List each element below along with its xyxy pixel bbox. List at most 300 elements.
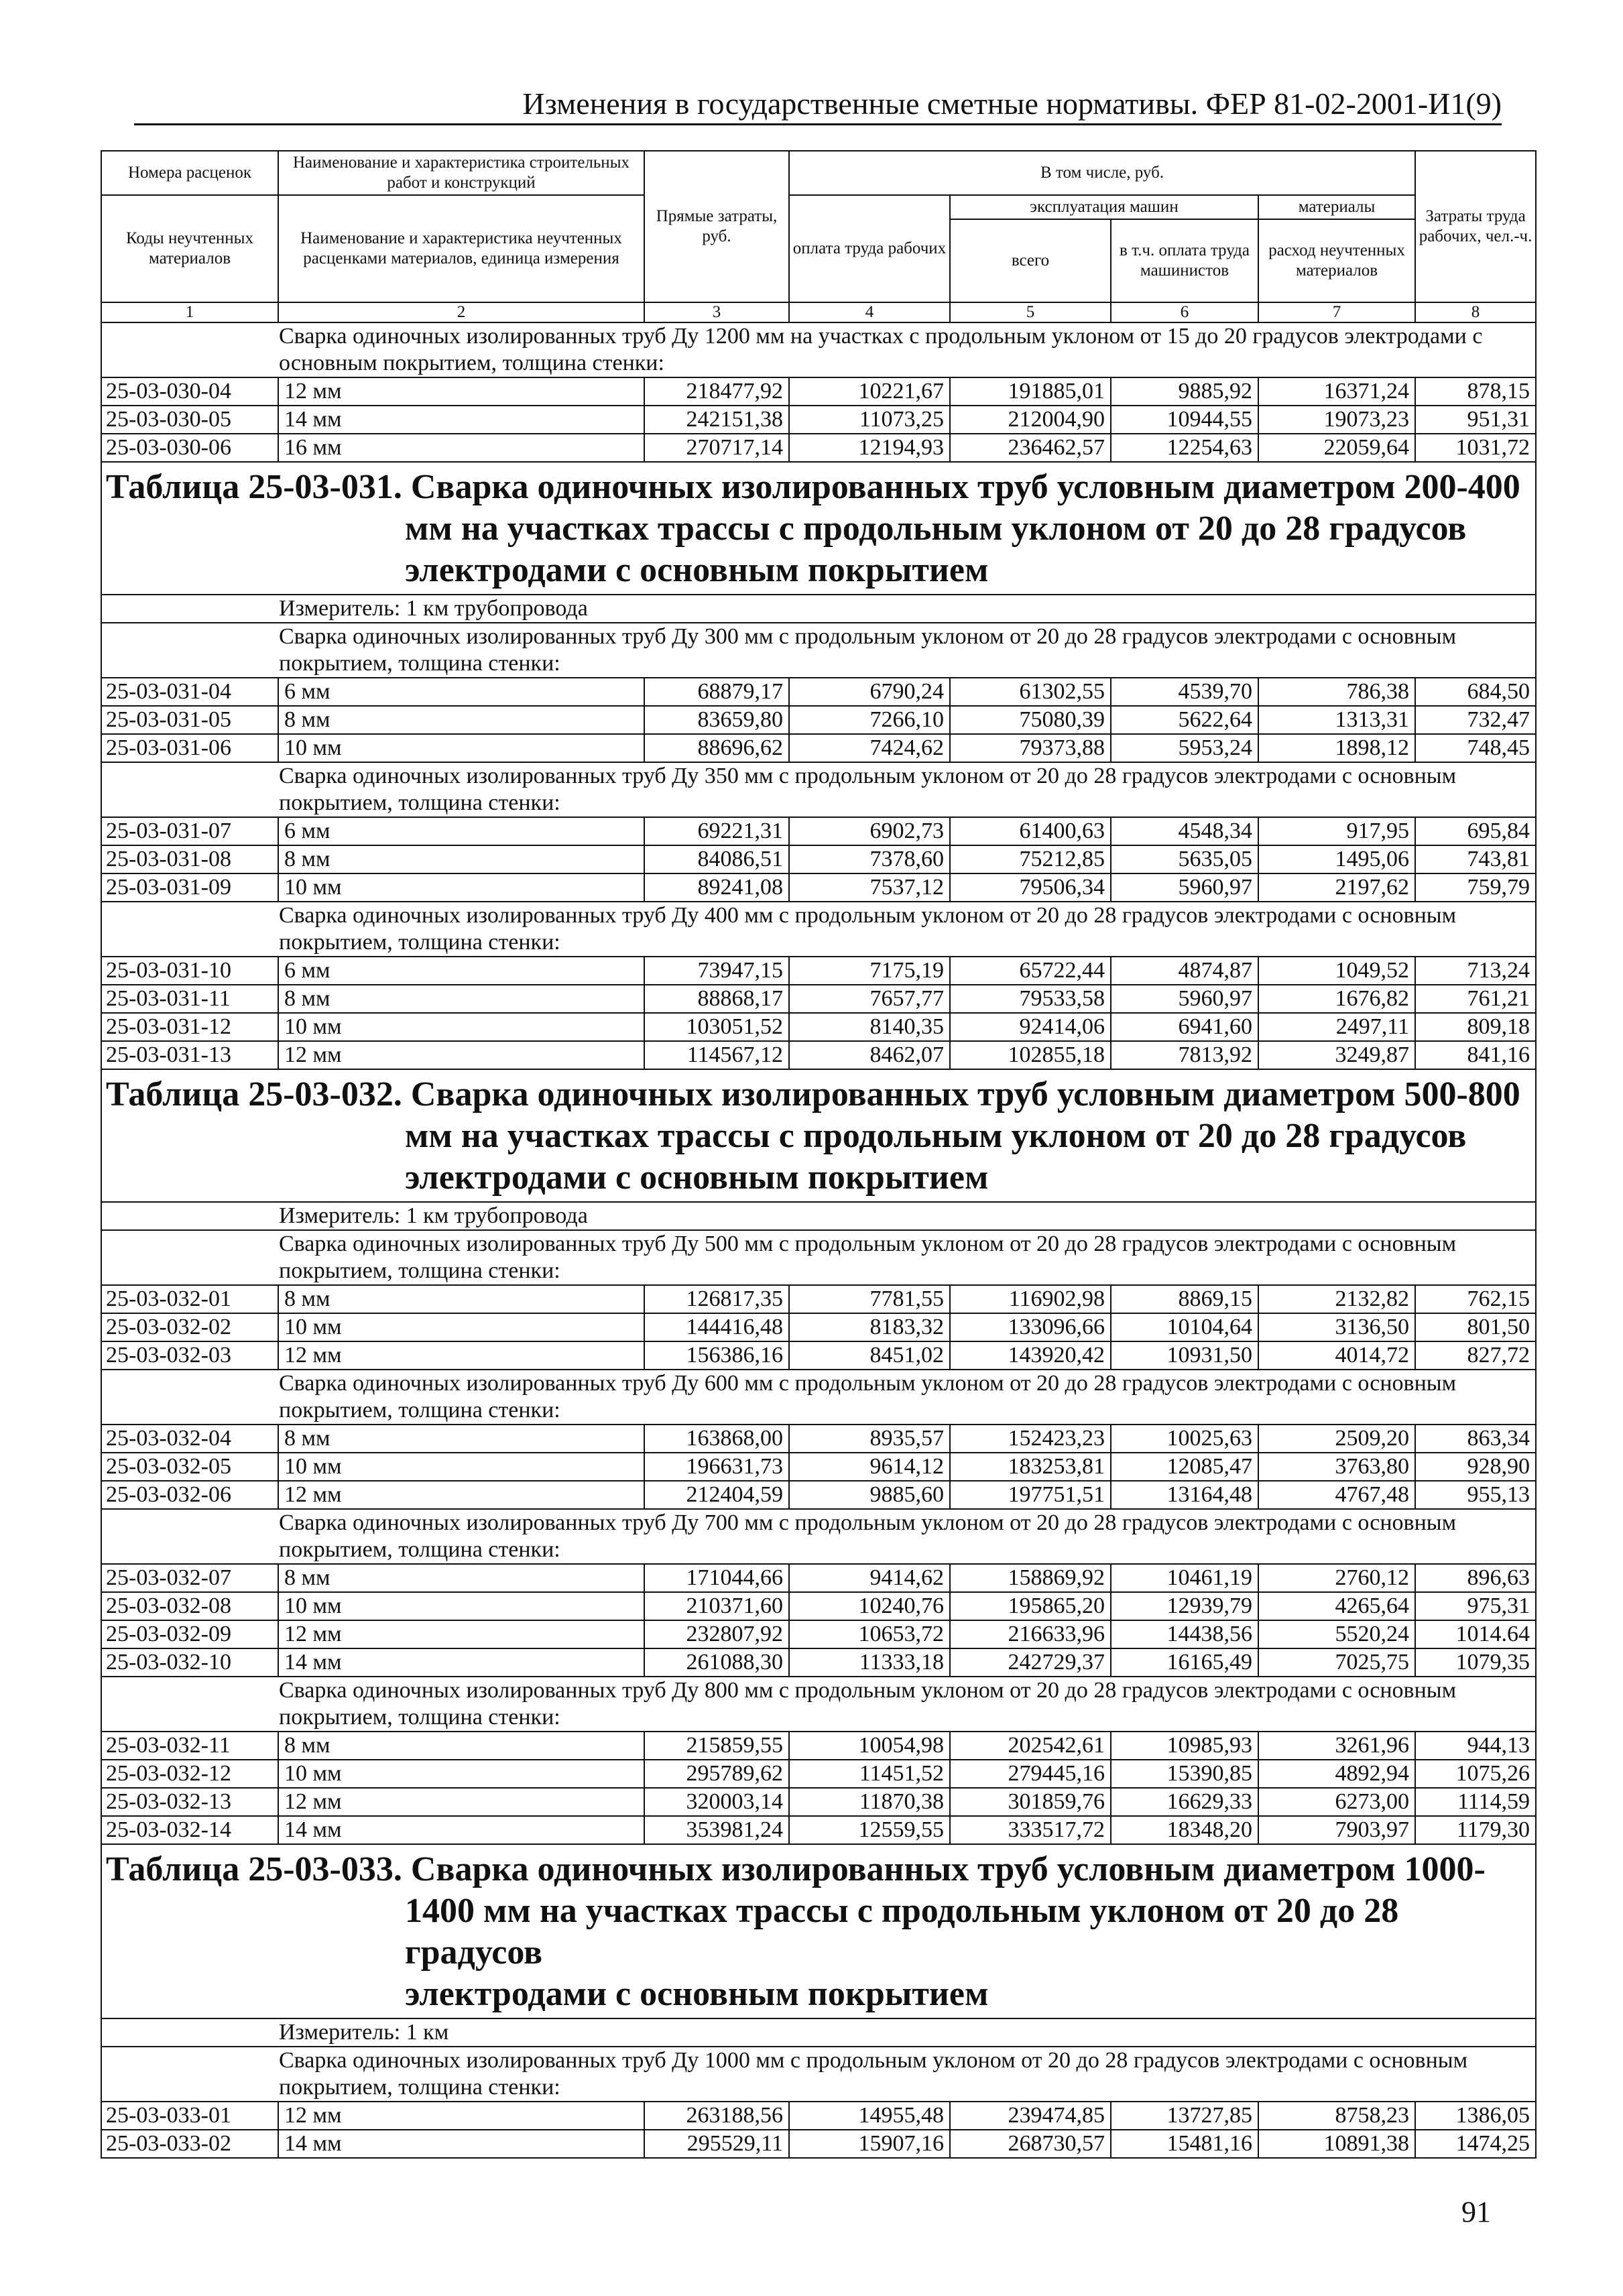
labor-hours: 1474,25 xyxy=(1415,2130,1536,2158)
worker-pay: 10653,72 xyxy=(789,1620,950,1648)
rate-code: 25-03-032-01 xyxy=(101,1285,278,1313)
rate-code: 25-03-033-02 xyxy=(101,2130,278,2158)
rates-table xyxy=(101,150,1537,2159)
rate-code: 25-03-031-04 xyxy=(101,678,278,706)
table-title-line: мм на участках трассы с продольным уклоном от 20 до 28 градусов xyxy=(405,1117,1467,1155)
labor-hours: 975,31 xyxy=(1415,1592,1536,1620)
rate-code: 25-03-032-02 xyxy=(101,1313,278,1341)
table-row xyxy=(101,1013,1536,1041)
direct-costs: 212404,59 xyxy=(644,1481,789,1509)
wall-thickness: 16 мм xyxy=(278,434,644,462)
group-title: Сварка одиночных изолированных труб Ду 800 мм с продольным уклоном от 20 до 28 градусов электродами с основным покрытием, толщина стенки: xyxy=(101,1677,1536,1732)
materials-cost: 1898,12 xyxy=(1258,734,1415,762)
worker-pay: 10221,67 xyxy=(789,377,950,406)
materials-cost: 16371,24 xyxy=(1258,377,1415,406)
col-4-header: оплата труда рабочих xyxy=(789,195,950,302)
materials-cost: 2497,11 xyxy=(1258,1013,1415,1041)
labor-hours: 809,18 xyxy=(1415,1013,1536,1041)
machines-total: 212004,90 xyxy=(950,406,1111,434)
machinist-pay: 5635,05 xyxy=(1111,845,1258,873)
machinist-pay: 15390,85 xyxy=(1111,1760,1258,1788)
worker-pay: 7424,62 xyxy=(789,734,950,762)
col-1-top: Номера расценок xyxy=(101,151,278,195)
machinist-pay: 9885,92 xyxy=(1111,377,1258,406)
materials-cost: 22059,64 xyxy=(1258,434,1415,462)
direct-costs: 73947,15 xyxy=(644,957,789,985)
labor-hours: 1075,26 xyxy=(1415,1760,1536,1788)
machines-header: эксплуатация машин xyxy=(950,195,1258,219)
machinist-pay: 15481,16 xyxy=(1111,2130,1258,2158)
labor-hours: 955,13 xyxy=(1415,1481,1536,1509)
wall-thickness: 10 мм xyxy=(278,1313,644,1341)
group-title-row xyxy=(101,2047,1536,2102)
rate-code: 25-03-032-07 xyxy=(101,1564,278,1592)
materials-cost: 7025,75 xyxy=(1258,1648,1415,1677)
materials-cost: 1049,52 xyxy=(1258,957,1415,985)
materials-cost: 2509,20 xyxy=(1258,1425,1415,1453)
labor-hours: 743,81 xyxy=(1415,845,1536,873)
page-number: 91 xyxy=(1461,2195,1491,2228)
worker-pay: 12559,55 xyxy=(789,1816,950,1844)
measure-row xyxy=(101,1202,1536,1230)
table-row xyxy=(101,1041,1536,1069)
wall-thickness: 14 мм xyxy=(278,1816,644,1844)
machinist-pay: 10104,64 xyxy=(1111,1313,1258,1341)
labor-hours: 759,79 xyxy=(1415,873,1536,902)
machines-total: 133096,66 xyxy=(950,1313,1111,1341)
machines-total: 143920,42 xyxy=(950,1341,1111,1370)
worker-pay: 9614,12 xyxy=(789,1453,950,1481)
machinist-pay: 12254,63 xyxy=(1111,434,1258,462)
direct-costs: 196631,73 xyxy=(644,1453,789,1481)
machines-total: 279445,16 xyxy=(950,1760,1111,1788)
table-title-line: электродами с основным покрытием xyxy=(405,1158,989,1197)
materials-cost: 8758,23 xyxy=(1258,2102,1415,2130)
worker-pay: 8140,35 xyxy=(789,1013,950,1041)
direct-costs: 156386,16 xyxy=(644,1341,789,1370)
machines-total: 197751,51 xyxy=(950,1481,1111,1509)
measure-row xyxy=(101,2018,1536,2047)
wall-thickness: 14 мм xyxy=(278,2130,644,2158)
wall-thickness: 12 мм xyxy=(278,377,644,406)
labor-hours: 827,72 xyxy=(1415,1341,1536,1370)
machinist-pay: 5960,97 xyxy=(1111,985,1258,1013)
col-7-header: расход неучтенных материалов xyxy=(1258,219,1415,302)
table-row xyxy=(101,1816,1536,1844)
machines-total: 116902,98 xyxy=(950,1285,1111,1313)
machinist-pay: 7813,92 xyxy=(1111,1041,1258,1069)
measure-unit: Измеритель: 1 км трубопровода xyxy=(101,1202,1536,1230)
col-number: 3 xyxy=(644,302,789,322)
labor-hours: 878,15 xyxy=(1415,377,1536,406)
wall-thickness: 12 мм xyxy=(278,1481,644,1509)
table-title-line: Таблица 25-03-033. Сварка одиночных изолированных труб условным диаметром 1000- xyxy=(106,1850,1486,1888)
machinist-pay: 14438,56 xyxy=(1111,1620,1258,1648)
group-title: Сварка одиночных изолированных труб Ду 400 мм с продольным уклоном от 20 до 28 градусов электродами с основным покрытием, толщина стенки: xyxy=(101,902,1536,957)
col-number: 1 xyxy=(101,302,278,322)
direct-costs: 210371,60 xyxy=(644,1592,789,1620)
machines-total: 79506,34 xyxy=(950,873,1111,902)
direct-costs: 353981,24 xyxy=(644,1816,789,1844)
machines-total: 75080,39 xyxy=(950,706,1111,734)
table-row xyxy=(101,1313,1536,1341)
machinist-pay: 4548,34 xyxy=(1111,817,1258,845)
rate-code: 25-03-032-03 xyxy=(101,1341,278,1370)
table-body xyxy=(101,151,1536,2158)
direct-costs: 218477,92 xyxy=(644,377,789,406)
table-row xyxy=(101,1285,1536,1313)
group-title: Сварка одиночных изолированных труб Ду 1200 мм на участках с продольным уклоном от 15 до 20 градусов электродами с основным покрытием, толщина стенки: xyxy=(101,322,1536,377)
labor-hours: 684,50 xyxy=(1415,678,1536,706)
materials-cost: 1313,31 xyxy=(1258,706,1415,734)
table-row xyxy=(101,1788,1536,1816)
worker-pay: 7657,77 xyxy=(789,985,950,1013)
table-title-line: электродами с основным покрытием xyxy=(405,1975,989,2013)
worker-pay: 7378,60 xyxy=(789,845,950,873)
machinist-pay: 12939,79 xyxy=(1111,1592,1258,1620)
direct-costs: 242151,38 xyxy=(644,406,789,434)
table-row xyxy=(101,2102,1536,2130)
direct-costs: 114567,12 xyxy=(644,1041,789,1069)
rate-code: 25-03-032-12 xyxy=(101,1760,278,1788)
materials-cost: 19073,23 xyxy=(1258,406,1415,434)
worker-pay: 7537,12 xyxy=(789,873,950,902)
direct-costs: 126817,35 xyxy=(644,1285,789,1313)
rate-code: 25-03-030-05 xyxy=(101,406,278,434)
direct-costs: 295789,62 xyxy=(644,1760,789,1788)
machinist-pay: 16629,33 xyxy=(1111,1788,1258,1816)
group-title-row xyxy=(101,322,1536,377)
worker-pay: 8935,57 xyxy=(789,1425,950,1453)
wall-thickness: 8 мм xyxy=(278,1285,644,1313)
table-row xyxy=(101,845,1536,873)
group-title-row xyxy=(101,1370,1536,1425)
wall-thickness: 12 мм xyxy=(278,1041,644,1069)
rate-code: 25-03-031-07 xyxy=(101,817,278,845)
machinist-pay: 8869,15 xyxy=(1111,1285,1258,1313)
worker-pay: 6790,24 xyxy=(789,678,950,706)
rate-code: 25-03-032-08 xyxy=(101,1592,278,1620)
machines-total: 102855,18 xyxy=(950,1041,1111,1069)
wall-thickness: 12 мм xyxy=(278,2102,644,2130)
machinist-pay: 13164,48 xyxy=(1111,1481,1258,1509)
wall-thickness: 12 мм xyxy=(278,1788,644,1816)
rate-code: 25-03-031-11 xyxy=(101,985,278,1013)
direct-costs: 68879,17 xyxy=(644,678,789,706)
table-row xyxy=(101,377,1536,406)
worker-pay: 8462,07 xyxy=(789,1041,950,1069)
header-row xyxy=(101,151,1536,195)
machinist-pay: 6941,60 xyxy=(1111,1013,1258,1041)
labor-hours: 944,13 xyxy=(1415,1732,1536,1760)
table-row xyxy=(101,1620,1536,1648)
wall-thickness: 14 мм xyxy=(278,1648,644,1677)
machinist-pay: 5953,24 xyxy=(1111,734,1258,762)
worker-pay: 14955,48 xyxy=(789,2102,950,2130)
table-title-line: Таблица 25-03-031. Сварка одиночных изолированных труб условным диаметром 200-400 xyxy=(106,468,1520,506)
table-row xyxy=(101,1564,1536,1592)
machines-total: 75212,85 xyxy=(950,845,1111,873)
table-title-row xyxy=(101,1069,1536,1202)
col-number: 2 xyxy=(278,302,644,322)
table-row xyxy=(101,678,1536,706)
machines-total: 61400,63 xyxy=(950,817,1111,845)
col-number: 6 xyxy=(1111,302,1258,322)
labor-hours: 1031,72 xyxy=(1415,434,1536,462)
rate-code: 25-03-031-05 xyxy=(101,706,278,734)
col-number: 7 xyxy=(1258,302,1415,322)
group-title: Сварка одиночных изолированных труб Ду 500 мм с продольным уклоном от 20 до 28 градусов электродами с основным покрытием, толщина стенки: xyxy=(101,1230,1536,1285)
direct-costs: 232807,92 xyxy=(644,1620,789,1648)
worker-pay: 7266,10 xyxy=(789,706,950,734)
materials-cost: 3261,96 xyxy=(1258,1732,1415,1760)
rate-code: 25-03-032-09 xyxy=(101,1620,278,1648)
materials-cost: 1495,06 xyxy=(1258,845,1415,873)
table-title-row xyxy=(101,1844,1536,2018)
table-title xyxy=(101,462,1536,595)
table-row xyxy=(101,957,1536,985)
direct-costs: 261088,30 xyxy=(644,1648,789,1677)
table-title-line: 1400 мм на участках трассы с продольным уклоном от 20 до 28 градусов xyxy=(405,1892,1399,1972)
group-title-row xyxy=(101,1509,1536,1564)
col-2-bottom: Наименование и характеристика неучтенных расценками материалов, единица измерения xyxy=(278,195,644,302)
materials-cost: 2760,12 xyxy=(1258,1564,1415,1592)
direct-costs: 263188,56 xyxy=(644,2102,789,2130)
wall-thickness: 8 мм xyxy=(278,845,644,873)
wall-thickness: 14 мм xyxy=(278,406,644,434)
machines-total: 191885,01 xyxy=(950,377,1111,406)
labor-hours: 1179,30 xyxy=(1415,1816,1536,1844)
machinist-pay: 4539,70 xyxy=(1111,678,1258,706)
materials-header: материалы xyxy=(1258,195,1415,219)
wall-thickness: 6 мм xyxy=(278,817,644,845)
direct-costs: 270717,14 xyxy=(644,434,789,462)
wall-thickness: 8 мм xyxy=(278,1564,644,1592)
materials-cost: 3136,50 xyxy=(1258,1313,1415,1341)
labor-hours: 863,34 xyxy=(1415,1425,1536,1453)
machines-total: 79533,58 xyxy=(950,985,1111,1013)
header-rule xyxy=(134,123,1502,125)
col-6-header: в т.ч. оплата труда машинистов xyxy=(1111,219,1258,302)
table-row xyxy=(101,1648,1536,1677)
group-title-row xyxy=(101,762,1536,817)
labor-hours: 1014.64 xyxy=(1415,1620,1536,1648)
machinist-pay: 10025,63 xyxy=(1111,1425,1258,1453)
direct-costs: 163868,00 xyxy=(644,1425,789,1453)
wall-thickness: 10 мм xyxy=(278,1453,644,1481)
labor-hours: 951,31 xyxy=(1415,406,1536,434)
worker-pay: 11073,25 xyxy=(789,406,950,434)
direct-costs: 295529,11 xyxy=(644,2130,789,2158)
worker-pay: 9414,62 xyxy=(789,1564,950,1592)
labor-hours: 761,21 xyxy=(1415,985,1536,1013)
col-2-top: Наименование и характеристика строительных работ и конструкций xyxy=(278,151,644,195)
wall-thickness: 8 мм xyxy=(278,1732,644,1760)
machines-total: 195865,20 xyxy=(950,1592,1111,1620)
labor-hours: 841,16 xyxy=(1415,1041,1536,1069)
materials-cost: 1676,82 xyxy=(1258,985,1415,1013)
direct-costs: 69221,31 xyxy=(644,817,789,845)
col-number: 5 xyxy=(950,302,1111,322)
materials-cost: 4014,72 xyxy=(1258,1341,1415,1370)
machines-total: 333517,72 xyxy=(950,1816,1111,1844)
wall-thickness: 10 мм xyxy=(278,734,644,762)
table-row xyxy=(101,1481,1536,1509)
labor-hours: 801,50 xyxy=(1415,1313,1536,1341)
rate-code: 25-03-031-13 xyxy=(101,1041,278,1069)
labor-hours: 713,24 xyxy=(1415,957,1536,985)
table-row xyxy=(101,2130,1536,2158)
machines-total: 216633,96 xyxy=(950,1620,1111,1648)
worker-pay: 11333,18 xyxy=(789,1648,950,1677)
worker-pay: 7175,19 xyxy=(789,957,950,985)
labor-hours: 1386,05 xyxy=(1415,2102,1536,2130)
machines-total: 183253,81 xyxy=(950,1453,1111,1481)
machinist-pay: 10461,19 xyxy=(1111,1564,1258,1592)
machinist-pay: 10944,55 xyxy=(1111,406,1258,434)
worker-pay: 11451,52 xyxy=(789,1760,950,1788)
materials-cost: 2197,62 xyxy=(1258,873,1415,902)
table-row xyxy=(101,1425,1536,1453)
rate-code: 25-03-032-14 xyxy=(101,1816,278,1844)
rate-code: 25-03-032-13 xyxy=(101,1788,278,1816)
machinist-pay: 13727,85 xyxy=(1111,2102,1258,2130)
materials-cost: 786,38 xyxy=(1258,678,1415,706)
worker-pay: 7781,55 xyxy=(789,1285,950,1313)
table-row xyxy=(101,1592,1536,1620)
group-title: Сварка одиночных изолированных труб Ду 350 мм с продольным уклоном от 20 до 28 градусов электродами с основным покрытием, толщина стенки: xyxy=(101,762,1536,817)
machines-total: 239474,85 xyxy=(950,2102,1111,2130)
machinist-pay: 18348,20 xyxy=(1111,1816,1258,1844)
table-title xyxy=(101,1844,1536,2018)
direct-costs: 84086,51 xyxy=(644,845,789,873)
machinist-pay: 4874,87 xyxy=(1111,957,1258,985)
table-row xyxy=(101,1732,1536,1760)
column-number-row xyxy=(101,302,1536,322)
group-title: Сварка одиночных изолированных труб Ду 700 мм с продольным уклоном от 20 до 28 градусов электродами с основным покрытием, толщина стенки: xyxy=(101,1509,1536,1564)
table-row xyxy=(101,706,1536,734)
materials-cost: 10891,38 xyxy=(1258,2130,1415,2158)
machines-total: 65722,44 xyxy=(950,957,1111,985)
machines-total: 202542,61 xyxy=(950,1732,1111,1760)
rate-code: 25-03-031-09 xyxy=(101,873,278,902)
machines-total: 79373,88 xyxy=(950,734,1111,762)
col-8-header: Затраты труда рабочих, чел.-ч. xyxy=(1415,151,1536,302)
direct-costs: 103051,52 xyxy=(644,1013,789,1041)
machines-total: 92414,06 xyxy=(950,1013,1111,1041)
worker-pay: 12194,93 xyxy=(789,434,950,462)
direct-costs: 144416,48 xyxy=(644,1313,789,1341)
worker-pay: 15907,16 xyxy=(789,2130,950,2158)
table-title-line: электродами с основным покрытием xyxy=(405,551,989,589)
machines-total: 158869,92 xyxy=(950,1564,1111,1592)
rate-code: 25-03-032-05 xyxy=(101,1453,278,1481)
materials-cost: 3249,87 xyxy=(1258,1041,1415,1069)
group-title-row xyxy=(101,623,1536,678)
table-row xyxy=(101,734,1536,762)
labor-hours: 695,84 xyxy=(1415,817,1536,845)
wall-thickness: 10 мм xyxy=(278,1592,644,1620)
materials-cost: 3763,80 xyxy=(1258,1453,1415,1481)
rate-code: 25-03-030-04 xyxy=(101,377,278,406)
col-3-header: Прямые затраты, руб. xyxy=(644,151,789,302)
materials-cost: 5520,24 xyxy=(1258,1620,1415,1648)
labor-hours: 748,45 xyxy=(1415,734,1536,762)
table-row xyxy=(101,1453,1536,1481)
machines-total: 236462,57 xyxy=(950,434,1111,462)
machinist-pay: 10985,93 xyxy=(1111,1732,1258,1760)
worker-pay: 6902,73 xyxy=(789,817,950,845)
table-row xyxy=(101,817,1536,845)
machines-total: 152423,23 xyxy=(950,1425,1111,1453)
rate-code: 25-03-032-11 xyxy=(101,1732,278,1760)
worker-pay: 9885,60 xyxy=(789,1481,950,1509)
wall-thickness: 10 мм xyxy=(278,873,644,902)
measure-unit: Измеритель: 1 км xyxy=(101,2018,1536,2047)
wall-thickness: 6 мм xyxy=(278,957,644,985)
rate-code: 25-03-031-12 xyxy=(101,1013,278,1041)
materials-cost: 4892,94 xyxy=(1258,1760,1415,1788)
worker-pay: 11870,38 xyxy=(789,1788,950,1816)
measure-row xyxy=(101,595,1536,623)
col-number: 4 xyxy=(789,302,950,322)
materials-cost: 4767,48 xyxy=(1258,1481,1415,1509)
machinist-pay: 5960,97 xyxy=(1111,873,1258,902)
wall-thickness: 8 мм xyxy=(278,1425,644,1453)
machines-total: 301859,76 xyxy=(950,1788,1111,1816)
table-row xyxy=(101,406,1536,434)
machines-total: 242729,37 xyxy=(950,1648,1111,1677)
machines-total: 268730,57 xyxy=(950,2130,1111,2158)
table-row xyxy=(101,1760,1536,1788)
labor-hours: 896,63 xyxy=(1415,1564,1536,1592)
measure-unit: Измеритель: 1 км трубопровода xyxy=(101,595,1536,623)
group-title-row xyxy=(101,1230,1536,1285)
group-title-row xyxy=(101,902,1536,957)
in-that-header: В том числе, руб. xyxy=(789,151,1415,195)
table-title-line: Таблица 25-03-032. Сварка одиночных изолированных труб условным диаметром 500-800 xyxy=(106,1075,1520,1113)
worker-pay: 10054,98 xyxy=(789,1732,950,1760)
direct-costs: 88696,62 xyxy=(644,734,789,762)
worker-pay: 8183,32 xyxy=(789,1313,950,1341)
wall-thickness: 12 мм xyxy=(278,1620,644,1648)
table-row xyxy=(101,873,1536,902)
wall-thickness: 10 мм xyxy=(278,1760,644,1788)
labor-hours: 1079,35 xyxy=(1415,1648,1536,1677)
table-title-row xyxy=(101,462,1536,595)
table-row xyxy=(101,434,1536,462)
rate-code: 25-03-032-10 xyxy=(101,1648,278,1677)
direct-costs: 171044,66 xyxy=(644,1564,789,1592)
wall-thickness: 10 мм xyxy=(278,1013,644,1041)
table-title-line: мм на участках трассы с продольным уклоном от 20 до 28 градусов xyxy=(405,509,1467,548)
machinist-pay: 16165,49 xyxy=(1111,1648,1258,1677)
table-title xyxy=(101,1069,1536,1202)
rate-code: 25-03-031-06 xyxy=(101,734,278,762)
group-title: Сварка одиночных изолированных труб Ду 300 мм с продольным уклоном от 20 до 28 градусов электродами с основным покрытием, толщина стенки: xyxy=(101,623,1536,678)
direct-costs: 320003,14 xyxy=(644,1788,789,1816)
materials-cost: 2132,82 xyxy=(1258,1285,1415,1313)
col-number: 8 xyxy=(1415,302,1536,322)
rate-code: 25-03-031-10 xyxy=(101,957,278,985)
rate-code: 25-03-030-06 xyxy=(101,434,278,462)
page-header: Изменения в государственные сметные нормативы. ФЕР 81-02-2001-И1(9) xyxy=(522,86,1502,121)
labor-hours: 762,15 xyxy=(1415,1285,1536,1313)
materials-cost: 7903,97 xyxy=(1258,1816,1415,1844)
machinist-pay: 5622,64 xyxy=(1111,706,1258,734)
materials-cost: 6273,00 xyxy=(1258,1788,1415,1816)
header-row xyxy=(101,195,1536,219)
